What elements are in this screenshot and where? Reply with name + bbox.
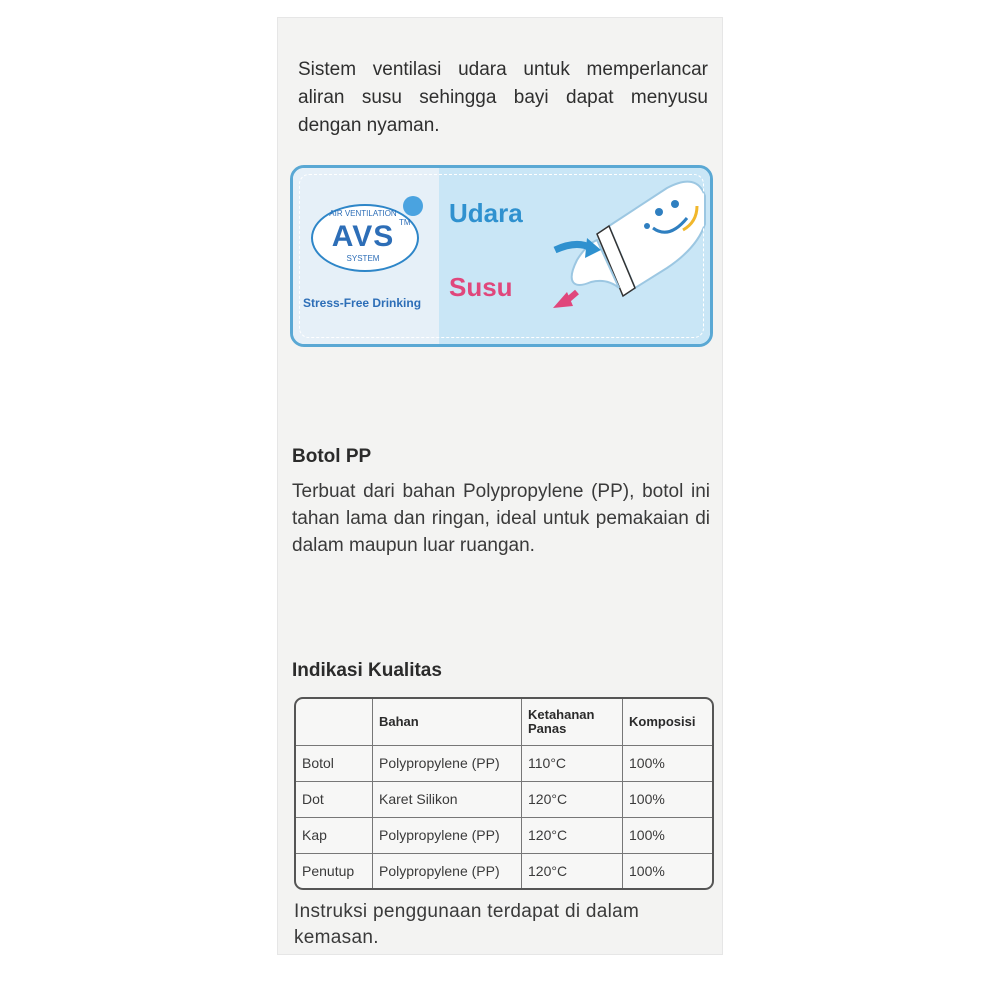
quality-table [294,697,714,890]
table-header-row [296,699,712,745]
table-row [296,745,712,781]
table-cell: 100% [623,781,713,817]
quality-heading: Indikasi Kualitas [292,660,442,681]
table-row [296,817,712,853]
table-cell: 120°C [522,817,623,853]
logo-bottom-text: SYSTEM [346,254,380,263]
table-header-cell: Ketahanan Panas [522,699,623,745]
logo-trademark: TM [399,218,411,227]
table-cell: Polypropylene (PP) [373,817,522,853]
table-cell: Karet Silikon [373,781,522,817]
logo-main-text: AVS [331,220,395,253]
milk-label: Susu [449,272,513,302]
table-cell: 120°C [522,853,623,888]
table-cell: 110°C [522,745,623,781]
package-panel [278,18,722,954]
avs-tagline: Stress-Free Drinking [303,296,422,310]
table-row [296,853,712,888]
table-row [296,781,712,817]
table-cell: Polypropylene (PP) [373,745,522,781]
intro-text: Sistem ventilasi udara untuk memperlancar aliran susu sehingga bayi dapat menyusu dengan nyaman. [298,59,708,136]
table-header-cell: Komposisi [623,699,713,745]
usage-note: Instruksi penggunaan terdapat di dalam kemasan. [294,901,640,948]
table-cell: Botol [296,745,373,781]
table-cell: Penutup [296,853,373,888]
avs-feature-card [290,165,713,347]
air-label: Udara [449,198,523,228]
table-header-cell: Bahan [373,699,522,745]
table-header-cell [296,699,373,745]
table-cell: 100% [623,817,713,853]
botol-heading: Botol PP [292,446,372,467]
logo-top-text: AIR VENTILATION [329,209,397,218]
table-cell: Polypropylene (PP) [373,853,522,888]
card-dashed-border [299,174,704,338]
table-cell: 100% [623,853,713,888]
table-cell: 100% [623,745,713,781]
table-cell: Kap [296,817,373,853]
botol-description: Terbuat dari bahan Polypropylene (PP), botol ini tahan lama dan ringan, ideal untuk pemakaian di dalam maupun luar ruangan. [292,481,710,556]
table-cell: Dot [296,781,373,817]
table-cell: 120°C [522,781,623,817]
